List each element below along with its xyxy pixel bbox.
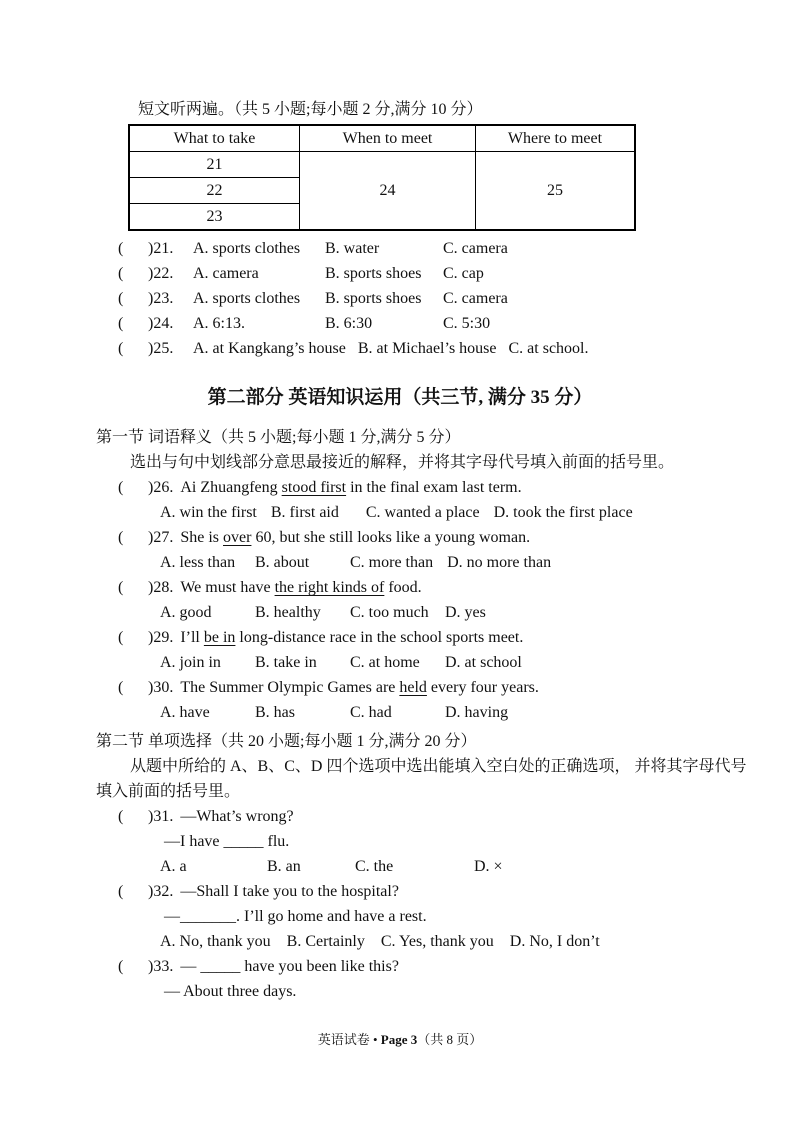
listening-table [128, 124, 636, 231]
question-stem [180, 579, 421, 596]
underlined-phrase: be in [203, 629, 236, 646]
paren-open: ( [118, 529, 124, 546]
question-stem-row [96, 804, 704, 829]
paren-open: ( [118, 808, 124, 825]
listening-question-row [96, 236, 704, 261]
table-cell-merged: 24 [300, 152, 476, 231]
option-label: C. too much [350, 604, 429, 621]
stem-text: food. [384, 579, 422, 596]
question-number: )27. [148, 529, 174, 546]
paren-open: ( [118, 290, 124, 307]
question-stem-row [96, 954, 704, 979]
option-label: C. cap [443, 265, 484, 282]
question-number: )31. [148, 808, 174, 825]
question-number: )26. [148, 479, 174, 496]
question-number: )32. [148, 883, 174, 900]
option-label: A. good [160, 604, 212, 621]
underlined-phrase: over [223, 529, 252, 546]
option-label: C. at school. [508, 340, 589, 357]
question-subline: —I have _____ flu. [164, 833, 290, 850]
option-label: B. first aid [270, 504, 339, 521]
question-number: )23. [148, 290, 174, 307]
question-stem-row [96, 879, 704, 904]
option-label: A. win the first [160, 504, 257, 521]
option-label: A. 6:13. [193, 315, 245, 332]
section2-questions [96, 804, 704, 1004]
option-label: C. the [355, 858, 394, 875]
option-label: B. sports shoes [325, 290, 422, 307]
listening-question-row [96, 336, 704, 361]
table-header-cell: Where to meet [476, 125, 636, 152]
options-row [96, 700, 704, 725]
section1-title: 第一节 词语释义（共 5 小题;每小题 1 分,满分 5 分） [96, 429, 461, 446]
listening-question-row [96, 286, 704, 311]
stem-text: in the final exam last term. [346, 479, 522, 496]
option-label: B. Certainly [286, 933, 365, 950]
option-label: B. at Michael’s house [357, 340, 497, 357]
question-stem [180, 629, 523, 646]
table-cell-merged: 25 [476, 152, 636, 231]
option-label: C. Yes, thank you [380, 933, 494, 950]
paren-open: ( [118, 479, 124, 496]
stem-text: 60, but she still looks like a young woman. [251, 529, 531, 546]
option-label: B. sports shoes [325, 265, 422, 282]
table-cell: 22 [129, 178, 300, 204]
question-stem-row [96, 575, 704, 600]
option-label: C. had [350, 704, 392, 721]
options-row [96, 600, 704, 625]
question-stem-row [96, 675, 704, 700]
page-footer [0, 1031, 800, 1049]
option-label: A. a [160, 858, 187, 875]
option-label: C. 5:30 [443, 315, 491, 332]
listening-section-note: 短文听两遍。（共 5 小题;每小题 2 分,满分 10 分） [138, 101, 483, 118]
paren-open: ( [118, 240, 124, 257]
underlined-phrase: stood first [281, 479, 347, 496]
paren-open: ( [118, 265, 124, 282]
option-label: A. join in [160, 654, 221, 671]
question-number: )29. [148, 629, 174, 646]
option-label: A. have [160, 704, 210, 721]
options-row [96, 500, 704, 525]
question-stem-row [96, 625, 704, 650]
question-subline: —_______. I’ll go home and have a rest. [164, 908, 427, 925]
table-cell: 23 [129, 204, 300, 231]
question-stem: —Shall I take you to the hospital? [180, 883, 399, 900]
question-subline: — About three days. [164, 983, 297, 1000]
option-label: A. No, thank you [160, 933, 271, 950]
option-label: D. at school [445, 654, 522, 671]
option-label: D. No, I don’t [509, 933, 600, 950]
question-stem [180, 679, 539, 696]
table-row [129, 152, 635, 178]
section2-instruction-line2: 填入前面的括号里。 [96, 783, 241, 800]
footer-bullet-icon: • [372, 1032, 378, 1047]
options-row [96, 550, 704, 575]
option-label: C. camera [443, 290, 508, 307]
paren-open: ( [118, 958, 124, 975]
option-label: B. take in [255, 654, 317, 671]
option-label: A. at Kangkang’s house [193, 340, 346, 357]
question-stem: —What’s wrong? [180, 808, 294, 825]
paren-open: ( [118, 679, 124, 696]
table-cell: 21 [129, 152, 300, 178]
question-number: )24. [148, 315, 174, 332]
section2-title: 第二节 单项选择（共 20 小题;每小题 1 分,满分 20 分） [96, 733, 477, 750]
footer-page-number: Page 3 [380, 1032, 418, 1047]
underlined-phrase: the right kinds of [274, 579, 385, 596]
option-label: D. having [445, 704, 509, 721]
listening-questions [96, 236, 704, 361]
footer-title: 英语试卷 [317, 1032, 370, 1047]
question-number: )25. [148, 340, 174, 357]
option-label: A. sports clothes [193, 290, 301, 307]
paren-open: ( [118, 315, 124, 332]
option-label: B. an [267, 858, 301, 875]
options-row [96, 854, 704, 879]
question-stem [180, 479, 521, 496]
option-label: C. more than [350, 554, 434, 571]
option-label: B. water [325, 240, 380, 257]
option-label: B. 6:30 [325, 315, 373, 332]
option-label: D. no more than [447, 554, 552, 571]
option-label: B. has [255, 704, 295, 721]
section1-instruction: 选出与句中划线部分意思最接近的解释，并将其字母代号填入前面的括号里。 [130, 454, 675, 471]
option-label: A. less than [160, 554, 236, 571]
stem-text: long-distance race in the school sports meet. [235, 629, 524, 646]
option-label: B. about [255, 554, 310, 571]
listening-question-row [96, 311, 704, 336]
option-label: C. camera [443, 240, 508, 257]
section2-instruction-line1: 从题中所给的 A、B、C、D 四个选项中选出能填入空白处的正确选项， 并将其字母代号 [130, 758, 747, 775]
question-number: )22. [148, 265, 174, 282]
stem-text: The Summer Olympic Games are [180, 679, 400, 696]
question-stem-row [96, 525, 704, 550]
footer-page-total: （共 8 页） [417, 1032, 483, 1047]
options-row [96, 929, 704, 954]
table-header-cell: What to take [129, 125, 300, 152]
listening-table-body [129, 125, 635, 230]
option-label: C. wanted a place [365, 504, 480, 521]
option-label: C. at home [350, 654, 420, 671]
stem-text: I’ll [180, 629, 204, 646]
question-stem: — _____ have you been like this? [180, 958, 399, 975]
listening-question-row [96, 261, 704, 286]
option-label: D. yes [445, 604, 486, 621]
listening-table-header-row [129, 125, 635, 152]
question-number: )33. [148, 958, 174, 975]
option-label: A. sports clothes [193, 240, 301, 257]
options-row [96, 650, 704, 675]
paren-open: ( [118, 579, 124, 596]
option-label: D. took the first place [493, 504, 633, 521]
stem-text: We must have [180, 579, 275, 596]
question-stem [180, 529, 530, 546]
question-number: )28. [148, 579, 174, 596]
paren-open: ( [118, 883, 124, 900]
stem-text: every four years. [426, 679, 539, 696]
stem-text: Ai Zhuangfeng [180, 479, 282, 496]
part2-heading: 第二部分 英语知识运用（共三节, 满分 35 分） [207, 387, 593, 408]
question-number: )30. [148, 679, 174, 696]
option-label: D. × [474, 858, 503, 875]
underlined-phrase: held [399, 679, 427, 696]
section1-questions [96, 475, 704, 725]
stem-text: She is [180, 529, 223, 546]
question-number: )21. [148, 240, 174, 257]
option-label: B. healthy [255, 604, 321, 621]
table-header-cell: When to meet [300, 125, 476, 152]
paren-open: ( [118, 340, 124, 357]
question-stem-row [96, 475, 704, 500]
paren-open: ( [118, 629, 124, 646]
option-label: A. camera [193, 265, 259, 282]
